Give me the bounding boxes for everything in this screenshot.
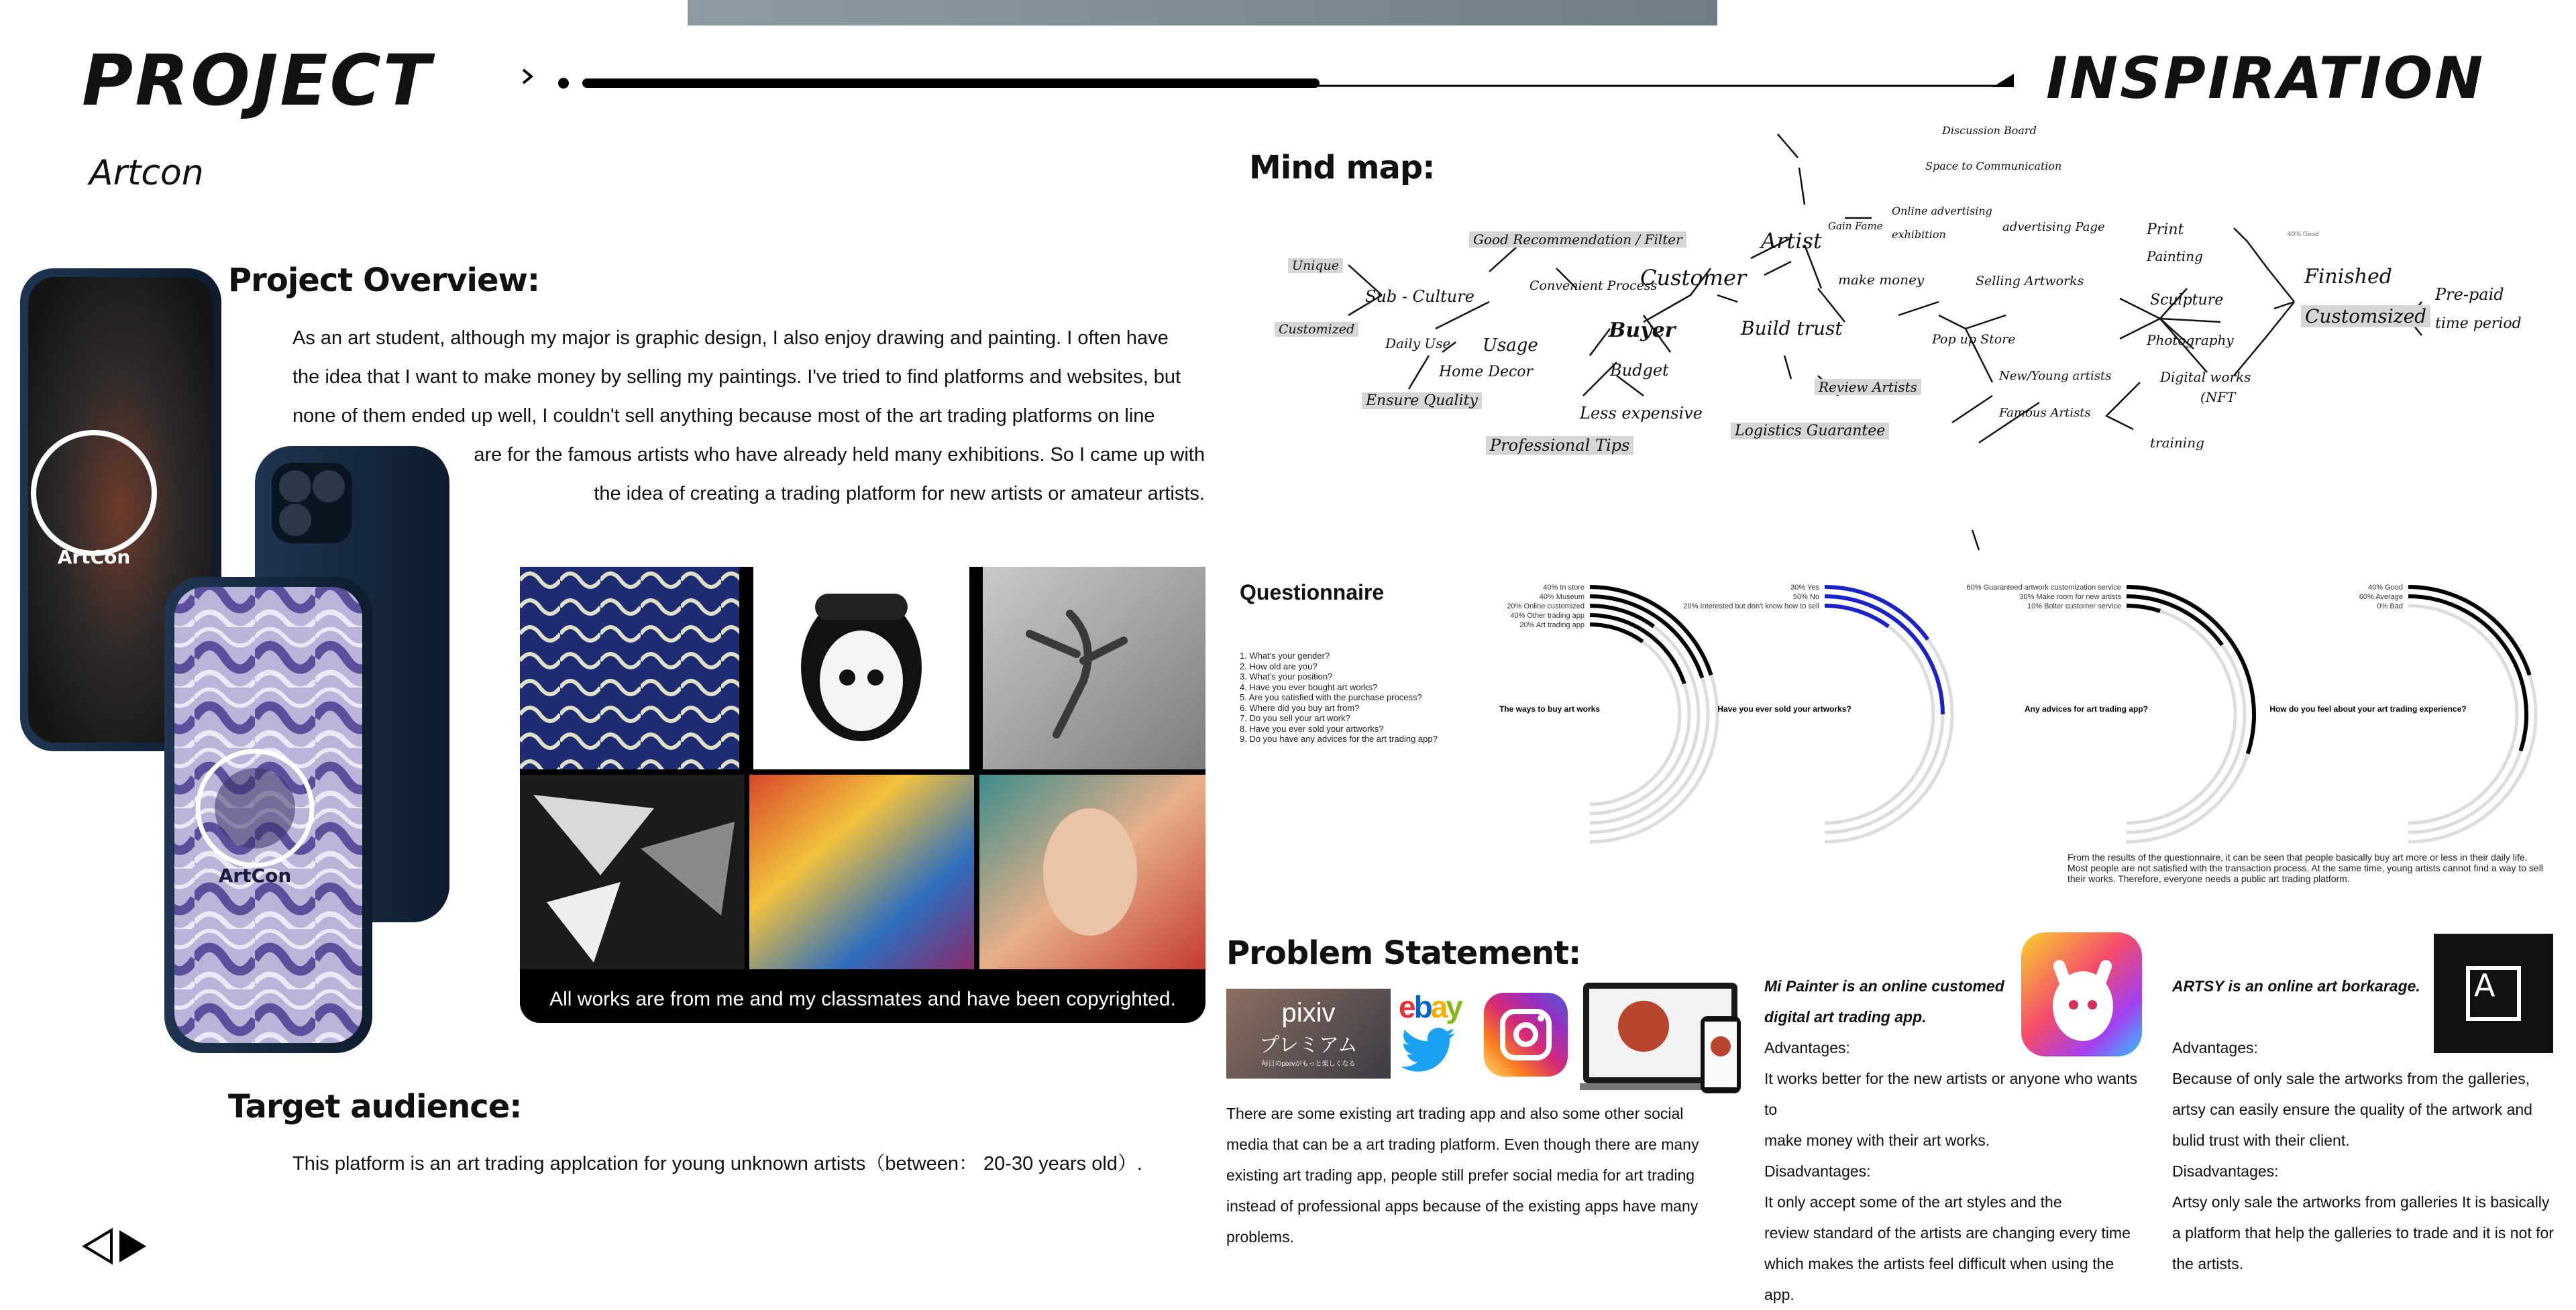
problem-line: existing art trading app, people still prefer social media for art trading (1226, 1166, 1695, 1184)
mindmap-node: Pre-paid (2435, 285, 2504, 304)
mindmap-node: 40% Good (2288, 231, 2319, 238)
problem-line: instead of professional apps because of the existing apps have many (1226, 1197, 1699, 1215)
page-title-project: PROJECT (82, 40, 433, 121)
pixiv-tagline: 毎日のpixivがもっと楽しくなる (1261, 1060, 1356, 1068)
target-audience-text: This platform is an art trading applcation for young unknown artists（between： 20-30 years old）. (292, 1153, 1142, 1175)
mindmap-node: Professional Tips (1486, 436, 1633, 455)
chart-value-arc (2127, 596, 2222, 645)
chart-series-label: 30% Yes (1790, 584, 1819, 592)
mindmap-node: Finished (2304, 265, 2393, 288)
mindmap-node: Build trust (1741, 317, 1843, 339)
chart-value-arc (2127, 606, 2160, 611)
question-item: 9. Do you have any advices for the art trading app? (1240, 734, 1438, 744)
mindmap-node: advertising Page (2002, 220, 2105, 234)
mindmap-node: Good Recommendation / Filter (1469, 231, 1686, 248)
mindmap-node: Famous Artists (1999, 406, 2091, 420)
mindmap-node: Photography (2147, 332, 2234, 348)
mindmap-node: exhibition (1892, 228, 1946, 241)
artsy-text (2172, 971, 2555, 1279)
twitter-icon (1399, 1025, 1459, 1075)
mindmap-node: Review Artists (1815, 379, 1921, 395)
laptop-phone-mockup (1580, 979, 1748, 1097)
mi-painter-text (1764, 971, 2147, 1310)
pixiv-logo-text: pixiv (1281, 998, 1336, 1028)
chart-title: The ways to buy art works (1499, 704, 1601, 714)
prev-page-icon[interactable] (85, 1230, 111, 1262)
artsy-line: artsy can easily ensure the quality of the artwork and (2172, 1101, 2532, 1118)
mindmap-node: Customized (1275, 322, 1358, 337)
questionnaire-questions (1240, 651, 1438, 745)
mindmap-node: Logistics Guarantee (1731, 423, 1889, 439)
artsy-line: Advantages: (2172, 1039, 2258, 1056)
mindmap-node: Artist (1761, 228, 1822, 254)
mi-painter-line: Advantages: (1764, 1039, 1850, 1056)
mindmap-node: Buyer (1609, 319, 1676, 342)
chart-series-label: 40% Other trading app (1510, 612, 1585, 620)
mi-painter-line: digital art trading app. (1764, 1008, 1927, 1026)
mindmap-node: Selling Artworks (1976, 274, 2084, 288)
next-page-icon[interactable] (119, 1230, 146, 1262)
mi-painter-line: It only accept some of the art styles and the (1764, 1193, 2062, 1211)
chart-series-label: 60% Guaranteed artwork customization service (1966, 584, 2121, 592)
radial-chart-svg (2269, 567, 2542, 862)
mi-painter-line: which makes the artists feel difficult when using the app. (1764, 1255, 2114, 1303)
radial-chart-svg (1683, 567, 1959, 862)
ebay-twitter-logos (1399, 989, 1472, 1083)
problem-line: There are some existing art trading app and also some other social (1226, 1105, 1684, 1122)
artsy-logo: A (2434, 934, 2553, 1053)
mindmap-node: Painting (2147, 248, 2203, 264)
question-item: 3. What's your position? (1240, 671, 1333, 681)
radial-chart-3 (1966, 567, 2261, 865)
problem-heading: Problem Statement: (1226, 934, 1581, 972)
overview-line: As an art student, although my major is graphic design, I also enjoy drawing and painting. I often have (292, 327, 1169, 349)
mindmap-node: New/Young artists (1999, 369, 2112, 383)
mindmap-node: Gain Fame (1828, 220, 1883, 232)
question-item: 1. What's your gender? (1240, 651, 1330, 661)
mi-painter-line: Mi Painter is an online customed (1764, 977, 2004, 995)
question-item: 5. Are you satisfied with the purchase process? (1240, 692, 1422, 702)
artsy-line: Because of only sale the artworks from the galleries, (2172, 1070, 2530, 1087)
overview-heading: Project Overview: (228, 262, 540, 299)
overview-line: the idea that I want to make money by selling my paintings. I've tried to find platforms and websites, but (292, 366, 1181, 388)
mindmap-node: Print (2147, 221, 2184, 238)
chart-series-label: 60% Average (2359, 593, 2403, 601)
artsy-line: the artists. (2172, 1255, 2244, 1272)
chart-value-arc (2408, 587, 2530, 675)
mi-painter-line: Disadvantages: (1764, 1162, 1871, 1180)
question-item: 4. Have you ever bought art works? (1240, 681, 1378, 692)
radial-chart-svg (1966, 567, 2261, 862)
mindmap-node: Convenient Process (1529, 278, 1658, 293)
phone-brand-label: ArtCon (57, 546, 131, 568)
chart-series-label: 20% Online customized (1507, 602, 1585, 610)
phone-brand-label-front: ArtCon (218, 865, 292, 887)
mindmap-node: Budget (1610, 361, 1669, 380)
chart-title: How do you feel about your art trading experience? (2269, 704, 2467, 714)
mindmap-node: Usage (1483, 335, 1538, 356)
chart-series-label: 50% No (1792, 593, 1819, 601)
mindmap-node: Customer (1640, 265, 1747, 290)
radial-chart-1 (1469, 567, 1724, 865)
mindmap-node: Less expensive (1580, 404, 1703, 423)
radial-chart-4 (2269, 567, 2542, 865)
problem-line: problems. (1226, 1228, 1294, 1246)
chart-series-label: 40% Good (2368, 584, 2403, 592)
target-audience-heading: Target audience: (228, 1088, 522, 1126)
artwork-woman-portrait (979, 775, 1205, 969)
artsy-line: ARTSY is an online art borkarage. (2172, 977, 2420, 995)
mindmap-heading: Mind map: (1249, 149, 1435, 186)
radial-chart-2 (1683, 567, 1959, 865)
artwork-colorful-collage (749, 775, 974, 969)
artwork-abstract-mono (520, 775, 745, 969)
chart-value-arc (1825, 596, 1943, 714)
overview-line: are for the famous artists who have already held many exhibitions. So I came up with (474, 444, 1205, 466)
chart-series-label: 0% Bad (2377, 602, 2403, 610)
chart-value-arc (1825, 587, 1928, 639)
artsy-line: Disadvantages: (2172, 1162, 2279, 1180)
mindmap-node: Sub - Culture (1365, 287, 1474, 306)
mi-painter-line: review standard of the artists are changing every time (1764, 1224, 2131, 1242)
mind-map (1268, 114, 2556, 476)
mi-painter-line: It works better for the new artists or anyone who wants to (1764, 1070, 2138, 1118)
mindmap-node: make money (1838, 272, 1925, 288)
mindmap-node: Discussion Board (1942, 124, 2037, 137)
top-accent-bar (688, 0, 1717, 25)
page-title-inspiration: INSPIRATION (2046, 45, 2485, 112)
question-item: 7. Do you sell your art work? (1240, 713, 1350, 723)
chart-title: Have you ever sold your artworks? (1717, 704, 1851, 714)
chart-track (1825, 596, 1943, 832)
mindmap-node: Pop up Store (1932, 332, 2016, 347)
questionnaire-title: Questionnaire (1240, 580, 1385, 604)
instagram-icon (1484, 993, 1568, 1077)
radial-chart-svg (1469, 567, 1724, 862)
header-divider-line (517, 64, 2019, 105)
artwork-grid (520, 567, 1205, 969)
chart-track (2408, 596, 2526, 832)
gallery-caption: All works are from me and my classmates and have been copyrighted. (549, 988, 1176, 1010)
questionnaire-conclusion: From the results of the questionnaire, it can be seen that people basically buy art more or less in their daily life. Most people are not satisfied with the transaction process. At the same time, young artists cannot find a way to sell their works. Therefore, everyone needs a public art trading platform. (2068, 852, 2543, 884)
chart-series-label: 30% Make room for new artists (2019, 593, 2121, 601)
mindmap-node: Unique (1288, 258, 1343, 273)
question-item: 8. Have you ever sold your artworks? (1240, 723, 1384, 734)
problem-line: media that can be a art trading platform. Even though there are many (1226, 1136, 1699, 1153)
phone-mockups (13, 265, 449, 1063)
chart-series-label: 10% Bolter customer service (2027, 602, 2121, 610)
overview-line: the idea of creating a trading platform for new artists or amateur artists. (594, 483, 1205, 504)
chart-series-label: 20% Art trading app (1519, 621, 1585, 629)
pixiv-premium-text: プレミアム (1259, 1034, 1358, 1056)
project-name: Artcon (89, 153, 204, 193)
page-nav (82, 1227, 156, 1265)
mindmap-node: Digital works (2160, 369, 2251, 385)
chart-series-label: 40% Museum (1539, 593, 1585, 601)
mindmap-node: Ensure Quality (1362, 392, 1482, 409)
mindmap-node: Space to Communication (1925, 160, 2062, 172)
question-item: 6. Where did you buy art from? (1240, 702, 1360, 713)
mindmap-node: Home Decor (1439, 364, 1534, 380)
artwork-gallery (520, 567, 1205, 1023)
overview-line: none of them ended up well, I couldn't sell anything because most of the art trading platforms on line (292, 405, 1155, 427)
mindmap-node: Sculpture (2150, 292, 2224, 309)
chart-title: Any advices for art trading app? (2024, 704, 2149, 714)
ebay-logo: ebay (1399, 989, 1461, 1024)
artsy-line: a platform that help the galleries to trade and it is not for (2172, 1224, 2554, 1242)
chart-series-label: 20% Interested but don't know how to sell (1683, 602, 1819, 610)
artwork-portrait-girl (753, 567, 969, 769)
mindmap-node: Daily Use (1385, 335, 1451, 351)
mindmap-node: Online advertising (1892, 205, 1992, 217)
problem-intro-text (1226, 1098, 1723, 1252)
artwork-dancer (983, 567, 1205, 769)
chart-series-label: 40% In store (1543, 584, 1585, 592)
artsy-line: bulid trust with their client. (2172, 1132, 2350, 1149)
mindmap-node: time period (2435, 315, 2522, 332)
mi-painter-line: make money with their art works. (1764, 1132, 1990, 1149)
mindmap-node: (NFT (2200, 389, 2236, 405)
mindmap-node: Customsized (2301, 305, 2430, 327)
artsy-line: Artsy only sale the artworks from galleries It is basically (2172, 1193, 2550, 1211)
question-item: 2. How old are you? (1240, 661, 1318, 671)
pixiv-logo (1226, 989, 1391, 1079)
chart-track (2127, 596, 2245, 832)
mindmap-node: training (2150, 435, 2204, 451)
artwork-swirl (520, 567, 739, 769)
